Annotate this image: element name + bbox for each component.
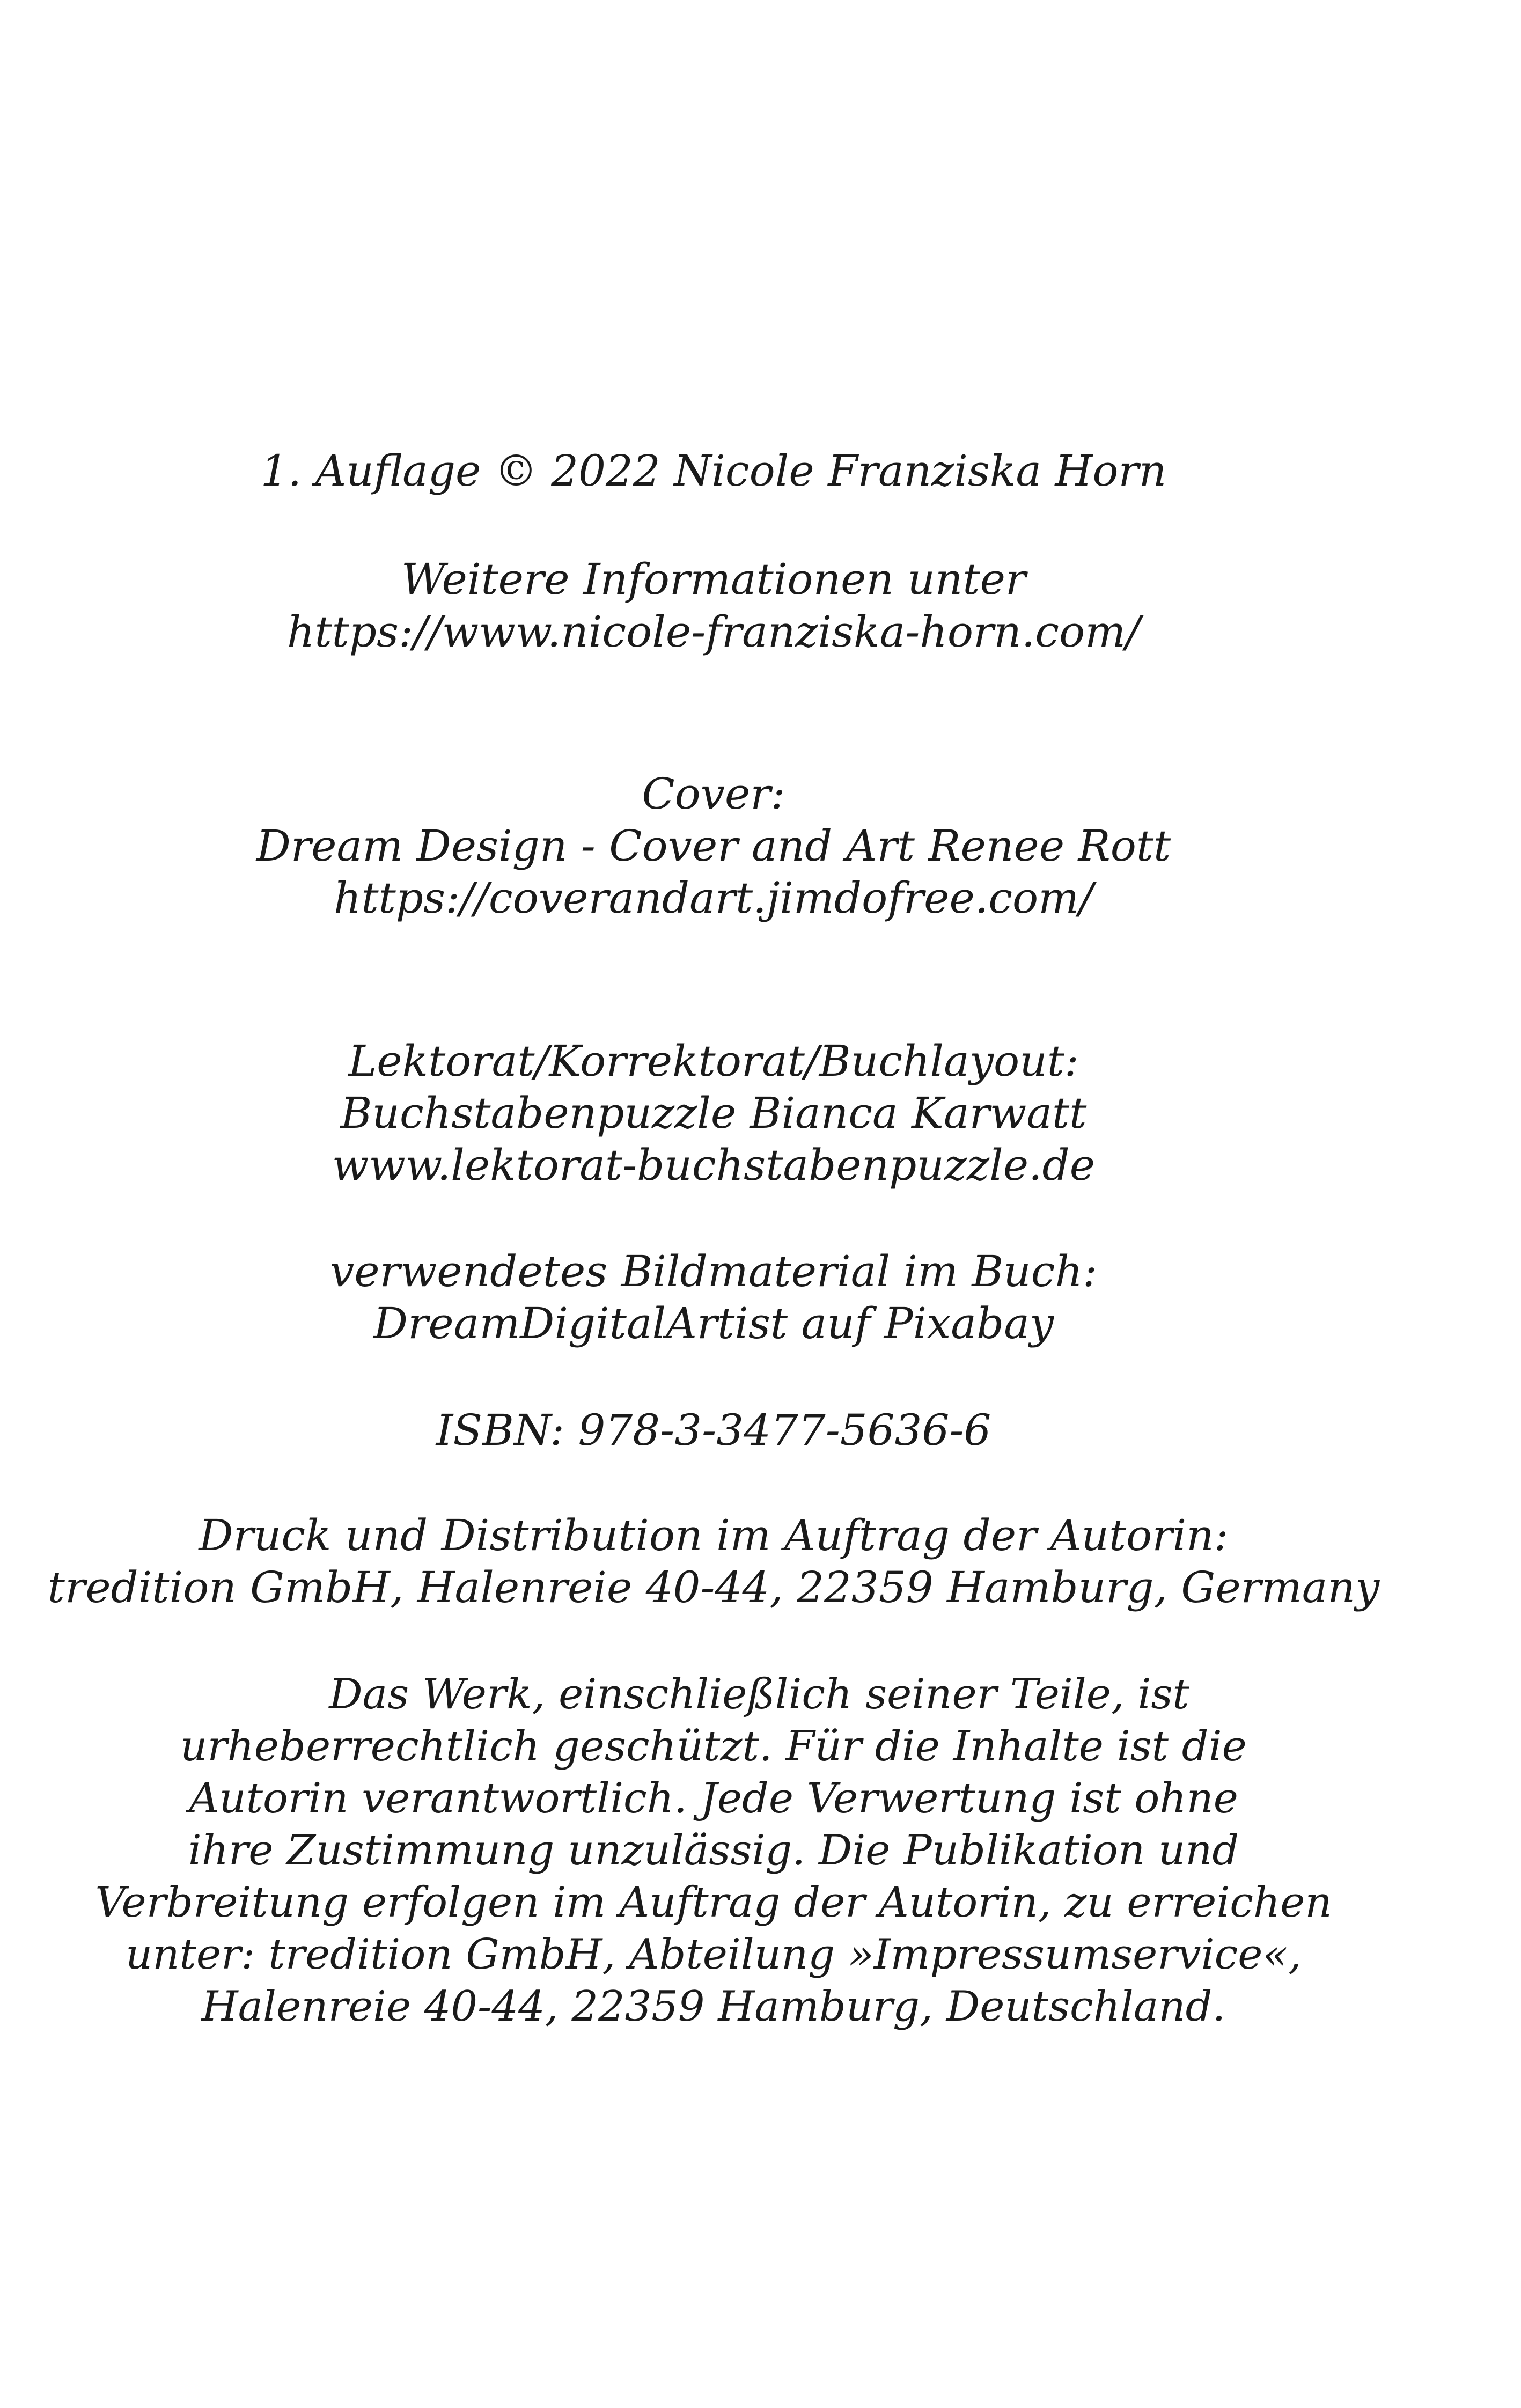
cover-label: Cover: [642, 769, 785, 819]
legal-line: Das Werk, einschließlich seiner Teile, ist [329, 1670, 1189, 1719]
editing-label: Lektorat/Korrektorat/Buchlayout: [348, 1036, 1079, 1086]
editing-website-link[interactable]: www.lektorat-buchstabenpuzzle.de [332, 1140, 1096, 1190]
isbn: ISBN: 978-3-3477-5636-6 [436, 1405, 991, 1455]
author-website-link[interactable]: https://www.nicole-franziska-horn.com/ [286, 607, 1141, 657]
images-source: DreamDigitalArtist auf Pixabay [373, 1298, 1054, 1348]
legal-line: Autorin verantwortlich. Jede Verwertung ist ohne [189, 1774, 1238, 1823]
info-label: Weitere Informationen unter [401, 554, 1026, 604]
legal-line: urheberrechtlich geschützt. Für die Inhalte ist die [180, 1722, 1247, 1771]
edition-line: 1. Auflage © 2022 Nicole Franziska Horn [260, 446, 1167, 496]
editing-name: Buchstabenpuzzle Bianca Karwatt [340, 1088, 1087, 1138]
legal-line: Halenreie 40-44, 22359 Hamburg, Deutschland. [201, 1983, 1226, 2031]
cover-designer: Dream Design - Cover and Art Renee Rott [256, 821, 1171, 871]
cover-website-link[interactable]: https://coverandart.jimdofree.com/ [333, 873, 1093, 923]
images-label: verwendetes Bildmaterial im Buch: [330, 1246, 1097, 1296]
legal-line: Verbreitung erfolgen im Auftrag der Autorin, zu erreichen [95, 1878, 1332, 1927]
legal-line: ihre Zustimmung unzulässig. Die Publikation und [188, 1826, 1239, 1875]
print-address: tredition GmbH, Halenreie 40-44, 22359 Hamburg, Germany [47, 1562, 1380, 1612]
legal-line: unter: tredition GmbH, Abteilung »Impressumservice«, [126, 1930, 1302, 1979]
print-label: Druck und Distribution im Auftrag der Autorin: [199, 1510, 1229, 1560]
